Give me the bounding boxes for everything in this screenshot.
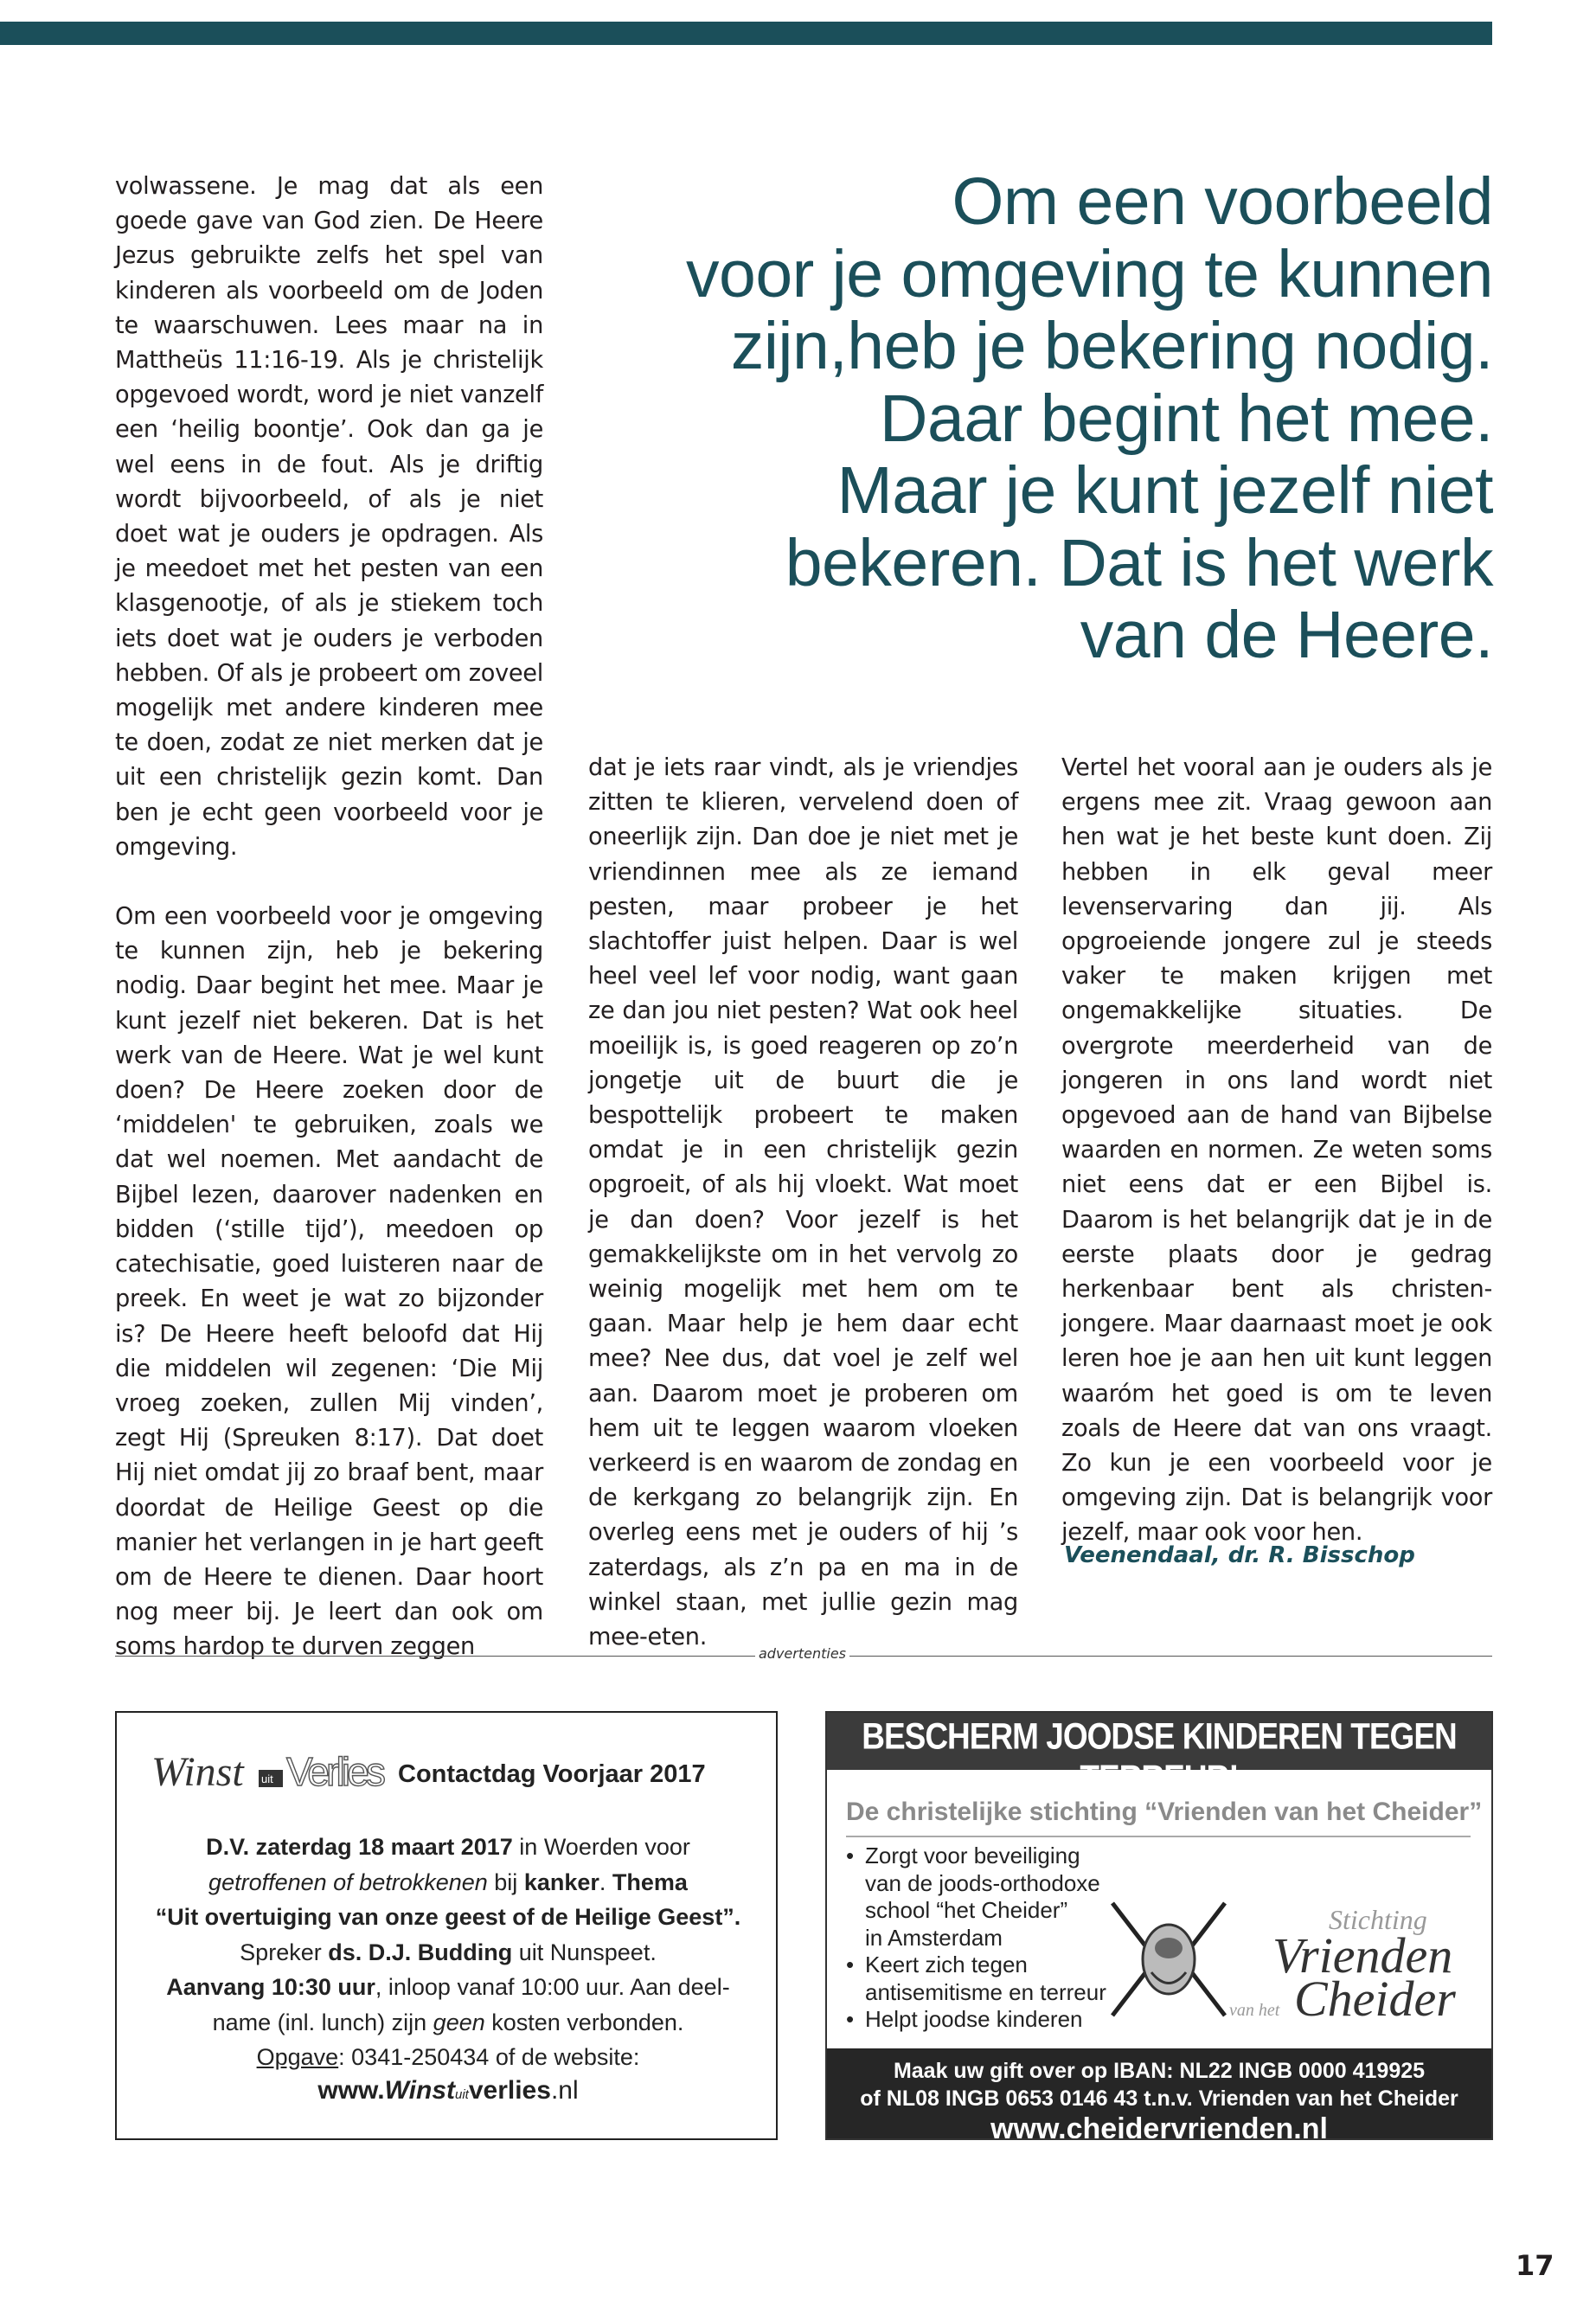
cheider-emblem-icon [1104, 1886, 1234, 2033]
advertisement-cheider [825, 1711, 1493, 2140]
ad-donation-bar [827, 2048, 1491, 2138]
article-column-1 [115, 170, 543, 1665]
logo-vrienden: Vrienden [1272, 1927, 1453, 1984]
pull-quote-line: Daar begint het mee. [879, 381, 1493, 456]
ad-iban-line: of NL08 INGB 0653 0146 43 t.n.v. Vrienden van het Cheider [860, 2086, 1458, 2111]
ad-bullet-list [846, 1843, 1106, 2034]
pull-quote-line: voor je omgeving te kunnen [686, 236, 1493, 311]
article-column-2 [588, 751, 1018, 1655]
pull-quote-line: van de Heere. [1080, 598, 1493, 672]
ad-banner-text: BESCHERM JOODSE KINDEREN TEGEN TERREUR! [862, 1715, 1457, 1799]
pull-quote-line: zijn,heb je bekering nodig. [730, 309, 1493, 383]
ad-line: “Uit overtuiging van onze geest of de Heilige Geest”. [155, 1904, 741, 1930]
pull-quote-line: Om een voorbeeld [952, 164, 1493, 239]
vrienden-van-het-cheider-logo [1225, 1899, 1484, 2029]
advertisement-winst-uit-verlies [115, 1711, 778, 2140]
list-item: • Keert zich tegen antisemitisme en terreur [846, 1952, 1106, 2005]
ad-body [125, 1830, 771, 2075]
ad-subheading: De christelijke stichting “Vrienden van het Cheider” [846, 1798, 1483, 1826]
divider [115, 1656, 755, 1657]
divider [846, 1836, 1471, 1837]
paragraph: Vertel het vooral aan je ouders als je ergens mee zit. Vraag gewoon aan hen wat je het beste kunt doen. Zij hebben in elk geval meer levenservaring dan jij. Als opgroeiende jongere zul je steeds vaker te maken krijgen met ongemakkelijke situaties. De overgrote meerderheid van de jongeren in ons land wordt niet opgevoed aan de hand van Bijbelse waarden en normen. Ze weten soms niet eens dat er een Bijbel is. Daarom is het belangrijk dat je in de eerste plaats door je gedrag herkenbaar bent als christen-jongere. Maar daarnaast moet je ook leren hoe je aan hen uit kunt leggen waaróm het goed is om te leven zoals de Heere dat van ons vraagt. Zo kun je een voorbeeld voor je omgeving zijn. Dat is belangrijk voor jezelf, maar ook voor hen. [1061, 754, 1492, 1547]
logo-stichting: Stichting [1329, 1904, 1427, 1935]
logo-winst: Winst [151, 1749, 244, 1795]
logo-van-het: van het [1229, 2001, 1280, 2020]
pull-quote [554, 166, 1493, 672]
paragraph: dat je iets raar vindt, als je vriendjes zitten te klieren, vervelend doen of oneerlijk zijn. Dan doe je niet met je vriendinnen mee als ze iemand pesten, maar probeer je het slachtoffer juist helpen. Daar is wel heel veel lef voor nodig, want gaan ze dan jou niet pesten? Wat ook heel moeilijk is, is goed reageren op zo’n jongetje uit de buurt die je bespottelijk probeert te maken omdat je in een christelijk gezin opgroeit, of als hij vloekt. Wat moet je dan doen? Voor jezelf is het gemakkelijkste om in het vervolg zo weinig mogelijk met hem om te gaan. Maar help je hem daar echt mee? Nee dus, dat voel je zelf wel aan. Daarom moet je proberen om hem uit te leggen waarom vloeken verkeerd is en waarom de zondag en de kerkgang zo belangrijk zijn. En overleg eens met je ouders of hij ’s zaterdags, als z’n pa en ma in de winkel staan, met jullie gezin mag mee-eten. [588, 754, 1018, 1651]
logo-uit: uit [261, 1772, 273, 1785]
advertenties-label: advertenties [758, 1645, 846, 1662]
winst-uit-verlies-logo [151, 1746, 389, 1798]
ad-heading: Contactdag Voorjaar 2017 [398, 1760, 706, 1788]
ad-line: Spreker ds. D.J. Budding uit Nunspeet. [240, 1939, 657, 1965]
ad-line: Opgave: 0341-250434 of de website: [256, 2044, 640, 2070]
ad-line: Aanvang 10:30 uur, inloop vanaf 10:00 uur. Aan deel- [166, 1974, 730, 2000]
ad-iban-line: Maak uw gift over op IBAN: NL22 INGB 0000 419925 [893, 2059, 1426, 2083]
ad-website-link[interactable]: www.cheidervrienden.nl [990, 2112, 1328, 2140]
logo-verlies: Verlies [286, 1749, 386, 1794]
paragraph: Om een voorbeeld voor je omgeving te kunnen zijn, heb je bekering nodig. Daar begint het mee. Maar je kunt jezelf niet bekeren. Dat is het werk van de Heere. Wat je wel kunt doen? De Heere zoeken door de ‘middelen' te gebruiken, zoals we dat wel noemen. Met aandacht de Bijbel lezen, daarover nadenken en bidden (‘stille tijd’), meedoen op catechisatie, goed luisteren naar de preek. En weet je wat zo bijzonder is? De Heere heeft beloofd dat Hij die middelen wil zegenen: ‘Die Mij vroeg zoeken, zullen Mij vinden’, zegt Hij (Spreuken 8:17). Dat doet Hij niet omdat jij zo braaf bent, maar doordat de Heilige Geest op die manier het verlangen in je hart geeft om de Heere te dienen. Daar hoort nog meer bij. Je leert dan ook om soms hardop te durven zeggen [115, 903, 543, 1661]
logo-cheider: Cheider [1294, 1971, 1456, 2027]
list-item: • Helpt joodse kinderen [846, 2006, 1083, 2032]
article-column-3 [1061, 751, 1492, 1551]
top-color-bar [0, 22, 1492, 45]
author-signature: Veenendaal, dr. R. Bisschop [1064, 1542, 1415, 1568]
page-number: 17 [1516, 2249, 1554, 2282]
ad-line: D.V. zaterdag 18 maart 2017 in Woerden voor [206, 1834, 690, 1860]
paragraph: volwassene. Je mag dat als een goede gave van God zien. De Heere Jezus gebruikte zelfs het spel van kinderen als voorbeeld om de Joden te waarschuwen. Lees maar na in Mattheüs 11:16-19. Als je christelijk opgevoed wordt, word je niet vanzelf een ‘heilig boontje’. Ook dan ga je wel eens in de fout. Als je driftig wordt bijvoorbeeld, of als je niet doet wat je ouders je opdragen. Als je meedoet met het pesten van een klasgenootje, of als je stiekem toch iets doet wat je ouders je verboden hebben. Of als je probeert om zoveel mogelijk met andere kinderen mee te doen, zodat ze niet merken dat je uit een christelijk gezin komt. Dan ben je echt geen voorbeeld voor je omgeving. [115, 173, 543, 861]
ad-line: getroffenen of betrokkenen bij kanker. Thema [208, 1868, 688, 1895]
ad-line: name (inl. lunch) zijn geen kosten verbonden. [212, 2009, 684, 2035]
ad-banner [827, 1713, 1491, 1799]
pull-quote-line: bekeren. Dat is het werk [785, 525, 1493, 600]
divider [849, 1656, 1492, 1657]
list-item: • Zorgt voor beveiliging van de joods-orthodoxe school “het Cheider” in Amsterdam [846, 1843, 1100, 1951]
ad-website-link[interactable]: www.Winstuitverlies.nl [317, 2076, 579, 2105]
pull-quote-line: Maar je kunt jezelf niet [836, 453, 1493, 528]
